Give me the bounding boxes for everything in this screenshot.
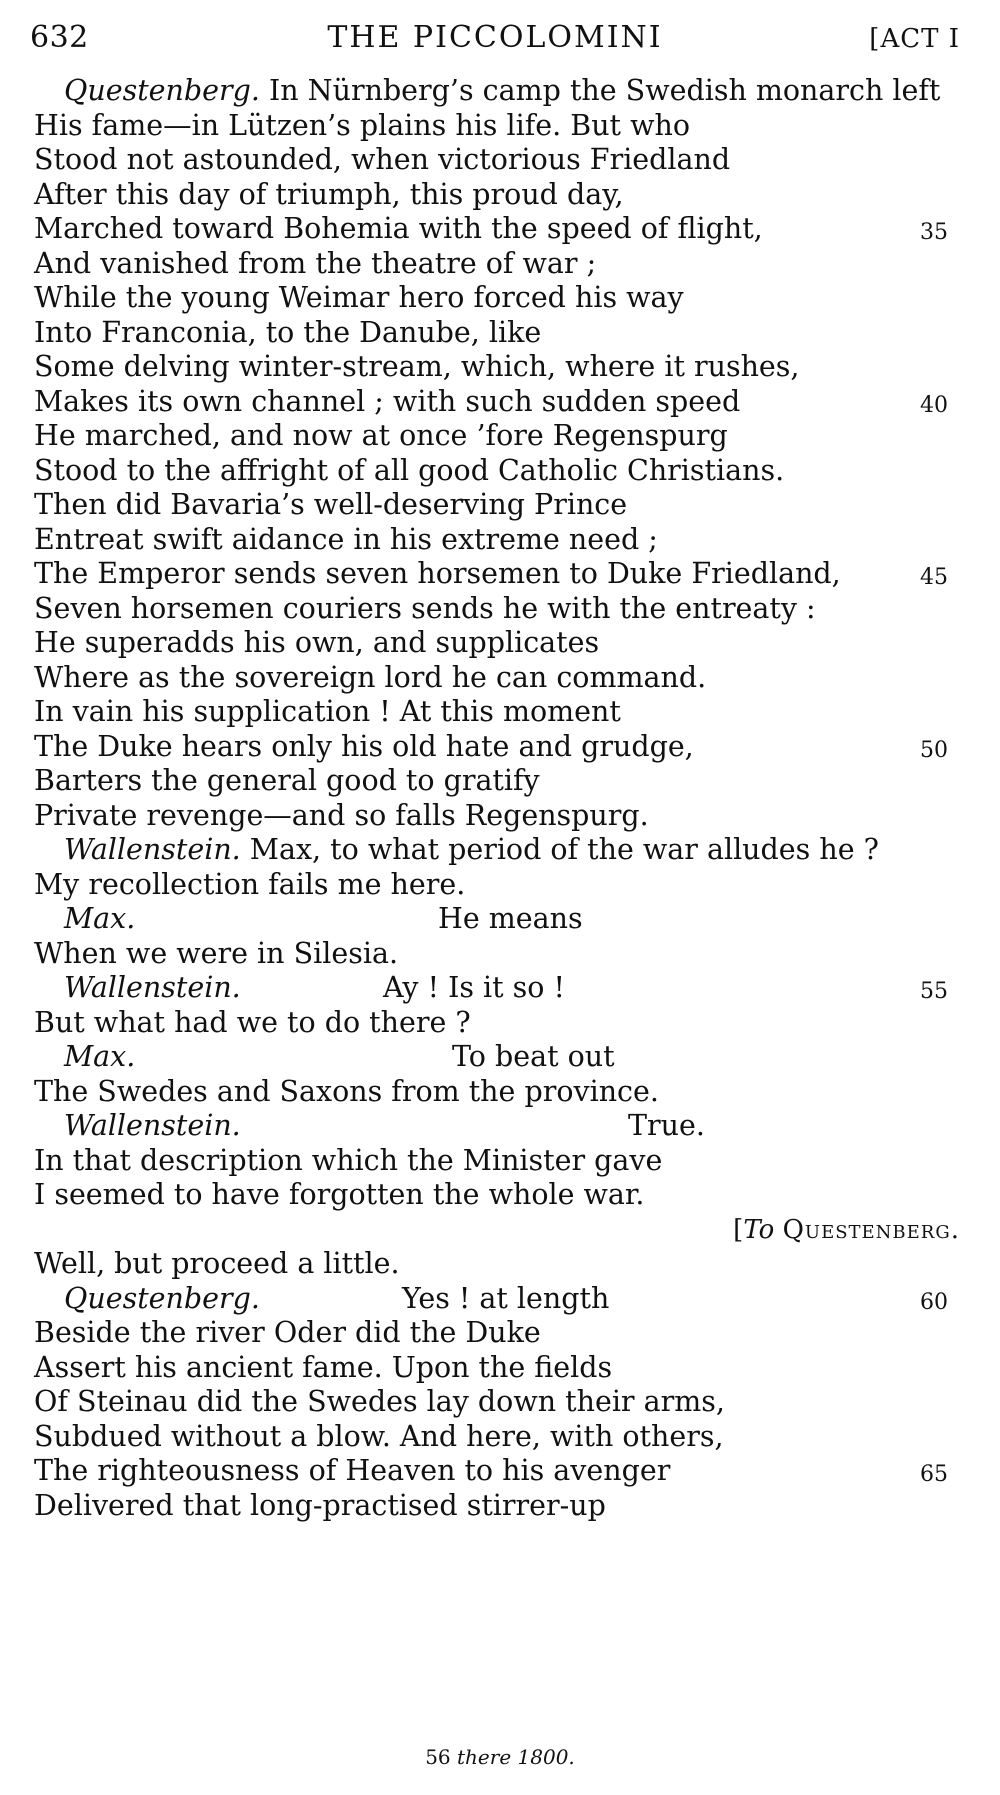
verse-text: The righteousness of Heaven to his avenger	[34, 1454, 671, 1487]
verse-text: Some delving winter-stream, which, where it rushes,	[34, 350, 800, 383]
speaker-name: Max.	[64, 902, 136, 935]
verse-text: He means	[438, 902, 583, 935]
footnote-number: 56	[425, 1745, 451, 1769]
verse-line	[64, 1039, 615, 1075]
verse-text: The Swedes and Saxons from the province.	[34, 1074, 659, 1108]
verse-line	[64, 832, 879, 868]
verse-line	[34, 1177, 644, 1213]
verse-text: True.	[628, 1109, 705, 1142]
verse-text: Max, to what period of the war alludes he ?	[240, 833, 879, 866]
speaker-name: Wallenstein.	[64, 971, 241, 1004]
verse-text: To beat out	[452, 1040, 615, 1073]
verse-line	[34, 349, 799, 385]
verse-line	[34, 1350, 612, 1386]
verse-text: His fame—in Lützen’s plains his life. But who	[34, 108, 690, 142]
verse-line	[34, 1143, 662, 1179]
footnote-text: there 1800.	[457, 1745, 575, 1769]
verse-line	[34, 694, 621, 730]
verse-line	[34, 211, 763, 247]
verse-text: And vanished from the theatre of war ;	[34, 246, 597, 280]
verse-line	[34, 246, 596, 282]
verse-text: Into Franconia, to the Danube, like	[34, 315, 542, 349]
act-marker: [ACT I	[869, 24, 960, 54]
verse-line	[34, 280, 684, 316]
verse-text: Delivered that long-practised stirrer-up	[34, 1488, 606, 1522]
verse-text: Of Steinau did the Swedes lay down their arms,	[34, 1385, 725, 1418]
verse-line	[34, 487, 627, 523]
verse-line	[64, 73, 940, 109]
verse-text: Well, but proceed a little.	[34, 1247, 400, 1280]
verse-line	[34, 936, 398, 972]
running-title: THE PICCOLOMINI	[327, 20, 663, 55]
page-number: 632	[30, 20, 89, 55]
verse-text: Makes its own channel ; with such sudden speed	[34, 384, 741, 418]
verse-text: The Emperor sends seven horsemen to Duke Friedland,	[34, 557, 841, 590]
speaker-name: Max.	[64, 1040, 136, 1073]
verse-line	[34, 1488, 606, 1524]
verse-text: Where as the sovereign lord he can command.	[34, 660, 707, 694]
line-number: 40	[920, 392, 948, 418]
verse-text: While the young Weimar hero forced his way	[34, 281, 684, 314]
verse-text: I seemed to have forgotten the whole war.	[34, 1178, 645, 1211]
verse-line	[64, 901, 583, 937]
verse-text: Assert his ancient fame. Upon the fields	[34, 1350, 613, 1384]
line-number: 50	[920, 737, 948, 763]
verse-line	[34, 591, 816, 627]
verse-line	[34, 798, 649, 834]
verse-line	[34, 1453, 670, 1489]
speaker-name: Wallenstein.	[64, 1109, 241, 1142]
line-number: 60	[920, 1289, 948, 1315]
verse-text: The Duke hears only his old hate and grudge,	[34, 729, 694, 763]
verse-line	[34, 177, 624, 213]
verse-line	[34, 660, 706, 696]
verse-line	[34, 625, 599, 661]
speaker-name: Questenberg.	[64, 1281, 260, 1315]
line-number: 35	[920, 220, 948, 245]
verse-line	[64, 1108, 705, 1144]
verse-text: Barters the general good to gratify	[34, 764, 540, 797]
verse-line	[34, 384, 740, 420]
verse-text: Yes ! at length	[402, 1281, 610, 1315]
verse-line	[34, 1074, 659, 1110]
verse-line	[34, 729, 694, 765]
verse-line	[34, 418, 728, 454]
verse-text: He marched, and now at once ’fore Regenspurg	[34, 419, 728, 452]
verse-text: In that description which the Minister gave	[34, 1143, 663, 1177]
verse-line	[34, 108, 690, 144]
stage-direction	[733, 1212, 960, 1248]
verse-text: Marched toward Bohemia with the speed of flight,	[34, 212, 763, 245]
page-header	[30, 20, 960, 64]
verse-line	[34, 1419, 724, 1455]
verse-text: Private revenge—and so falls Regenspurg.	[34, 798, 649, 832]
line-number: 45	[920, 565, 948, 590]
stage-bracket: [	[733, 1214, 744, 1245]
verse-line	[34, 867, 465, 903]
verse-line	[34, 763, 540, 799]
verse-line	[34, 556, 841, 592]
verse-line	[34, 453, 784, 489]
verse-text: Stood to the affright of all good Catholic Christians.	[34, 453, 785, 487]
verse-text: Stood not astounded, when victorious Friedland	[34, 143, 731, 176]
verse-line	[64, 970, 565, 1006]
speaker-name: Questenberg.	[64, 74, 260, 107]
verse-text: After this day of triumph, this proud day,	[34, 177, 624, 211]
verse-text: Seven horsemen couriers sends he with the entreaty :	[34, 591, 816, 625]
line-number: 55	[920, 979, 948, 1004]
verse-line	[34, 1005, 471, 1041]
speaker-name: Wallenstein.	[64, 833, 241, 866]
verse-text: When we were in Silesia.	[34, 936, 399, 970]
footnote	[0, 1745, 1000, 1769]
verse-line	[34, 142, 730, 178]
verse-line	[34, 315, 541, 351]
verse-text: Beside the river Oder did the Duke	[34, 1316, 541, 1349]
line-number: 65	[920, 1462, 948, 1487]
verse-text: My recollection fails me here.	[34, 867, 466, 901]
stage-to: To	[743, 1214, 775, 1245]
verse-text: In vain his supplication ! At this moment	[34, 695, 621, 728]
verse-text: Entreat swift aidance in his extreme need ;	[34, 522, 658, 556]
verse-text: In Nürnberg’s camp the Swedish monarch left	[259, 74, 941, 107]
stage-character: Questenberg.	[782, 1214, 960, 1245]
verse-text: Subdued without a blow. And here, with others,	[34, 1419, 724, 1453]
verse-text: Then did Bavaria’s well-deserving Prince	[34, 488, 628, 521]
verse-line	[34, 522, 658, 558]
verse-line	[34, 1384, 725, 1420]
verse-text: But what had we to do there ?	[34, 1005, 471, 1039]
verse-line	[34, 1246, 400, 1282]
verse-line	[34, 1315, 541, 1351]
verse-line	[64, 1281, 610, 1317]
verse-text: Ay ! Is it so !	[383, 971, 565, 1004]
verse-text: He superadds his own, and supplicates	[34, 626, 600, 659]
